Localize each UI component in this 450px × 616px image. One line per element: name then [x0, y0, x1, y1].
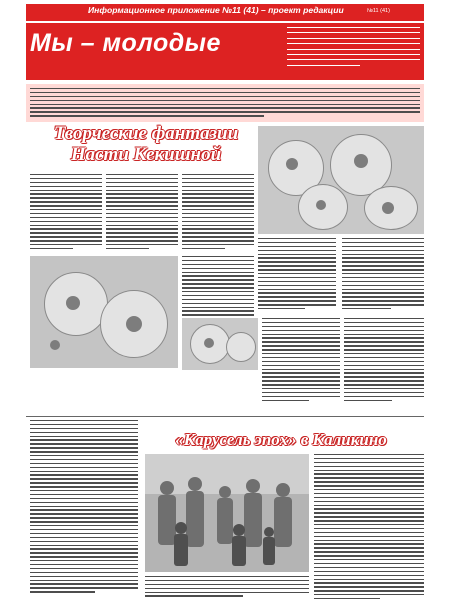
beadwork-photo-3 — [182, 318, 258, 370]
beadwork-photo-2 — [30, 256, 178, 368]
beadwork-photo-1 — [258, 126, 424, 234]
issue-number: №11 (41) — [367, 8, 390, 14]
article-1-column-7 — [262, 318, 340, 404]
article-2-right-column — [314, 454, 424, 604]
section-deck — [287, 27, 420, 76]
article-1-column-3 — [182, 174, 254, 252]
article-2-headline: «Карусель эпох» в Каликино — [175, 430, 387, 449]
page-number: 9 — [433, 4, 441, 20]
article-1-column-2 — [106, 174, 178, 252]
supplement-label: Информационное приложение №11 (41) – проект редакции — [88, 5, 344, 15]
article-2-left-column — [30, 420, 138, 606]
article-divider — [26, 416, 424, 417]
group-photo-figures — [145, 454, 309, 572]
group-photo — [145, 454, 309, 572]
article-2-caption — [145, 576, 309, 606]
article-1-column-1 — [30, 174, 102, 252]
lead-paragraph — [26, 84, 424, 122]
masthead-bar — [26, 4, 441, 21]
section-title: Мы – молодые — [30, 29, 221, 57]
article-1-column-5 — [342, 238, 424, 314]
article-1-column-4 — [258, 238, 336, 314]
article-1-headline: Творческие фантазии Насти Кекишной — [53, 123, 239, 165]
article-1-column-8 — [344, 318, 424, 404]
